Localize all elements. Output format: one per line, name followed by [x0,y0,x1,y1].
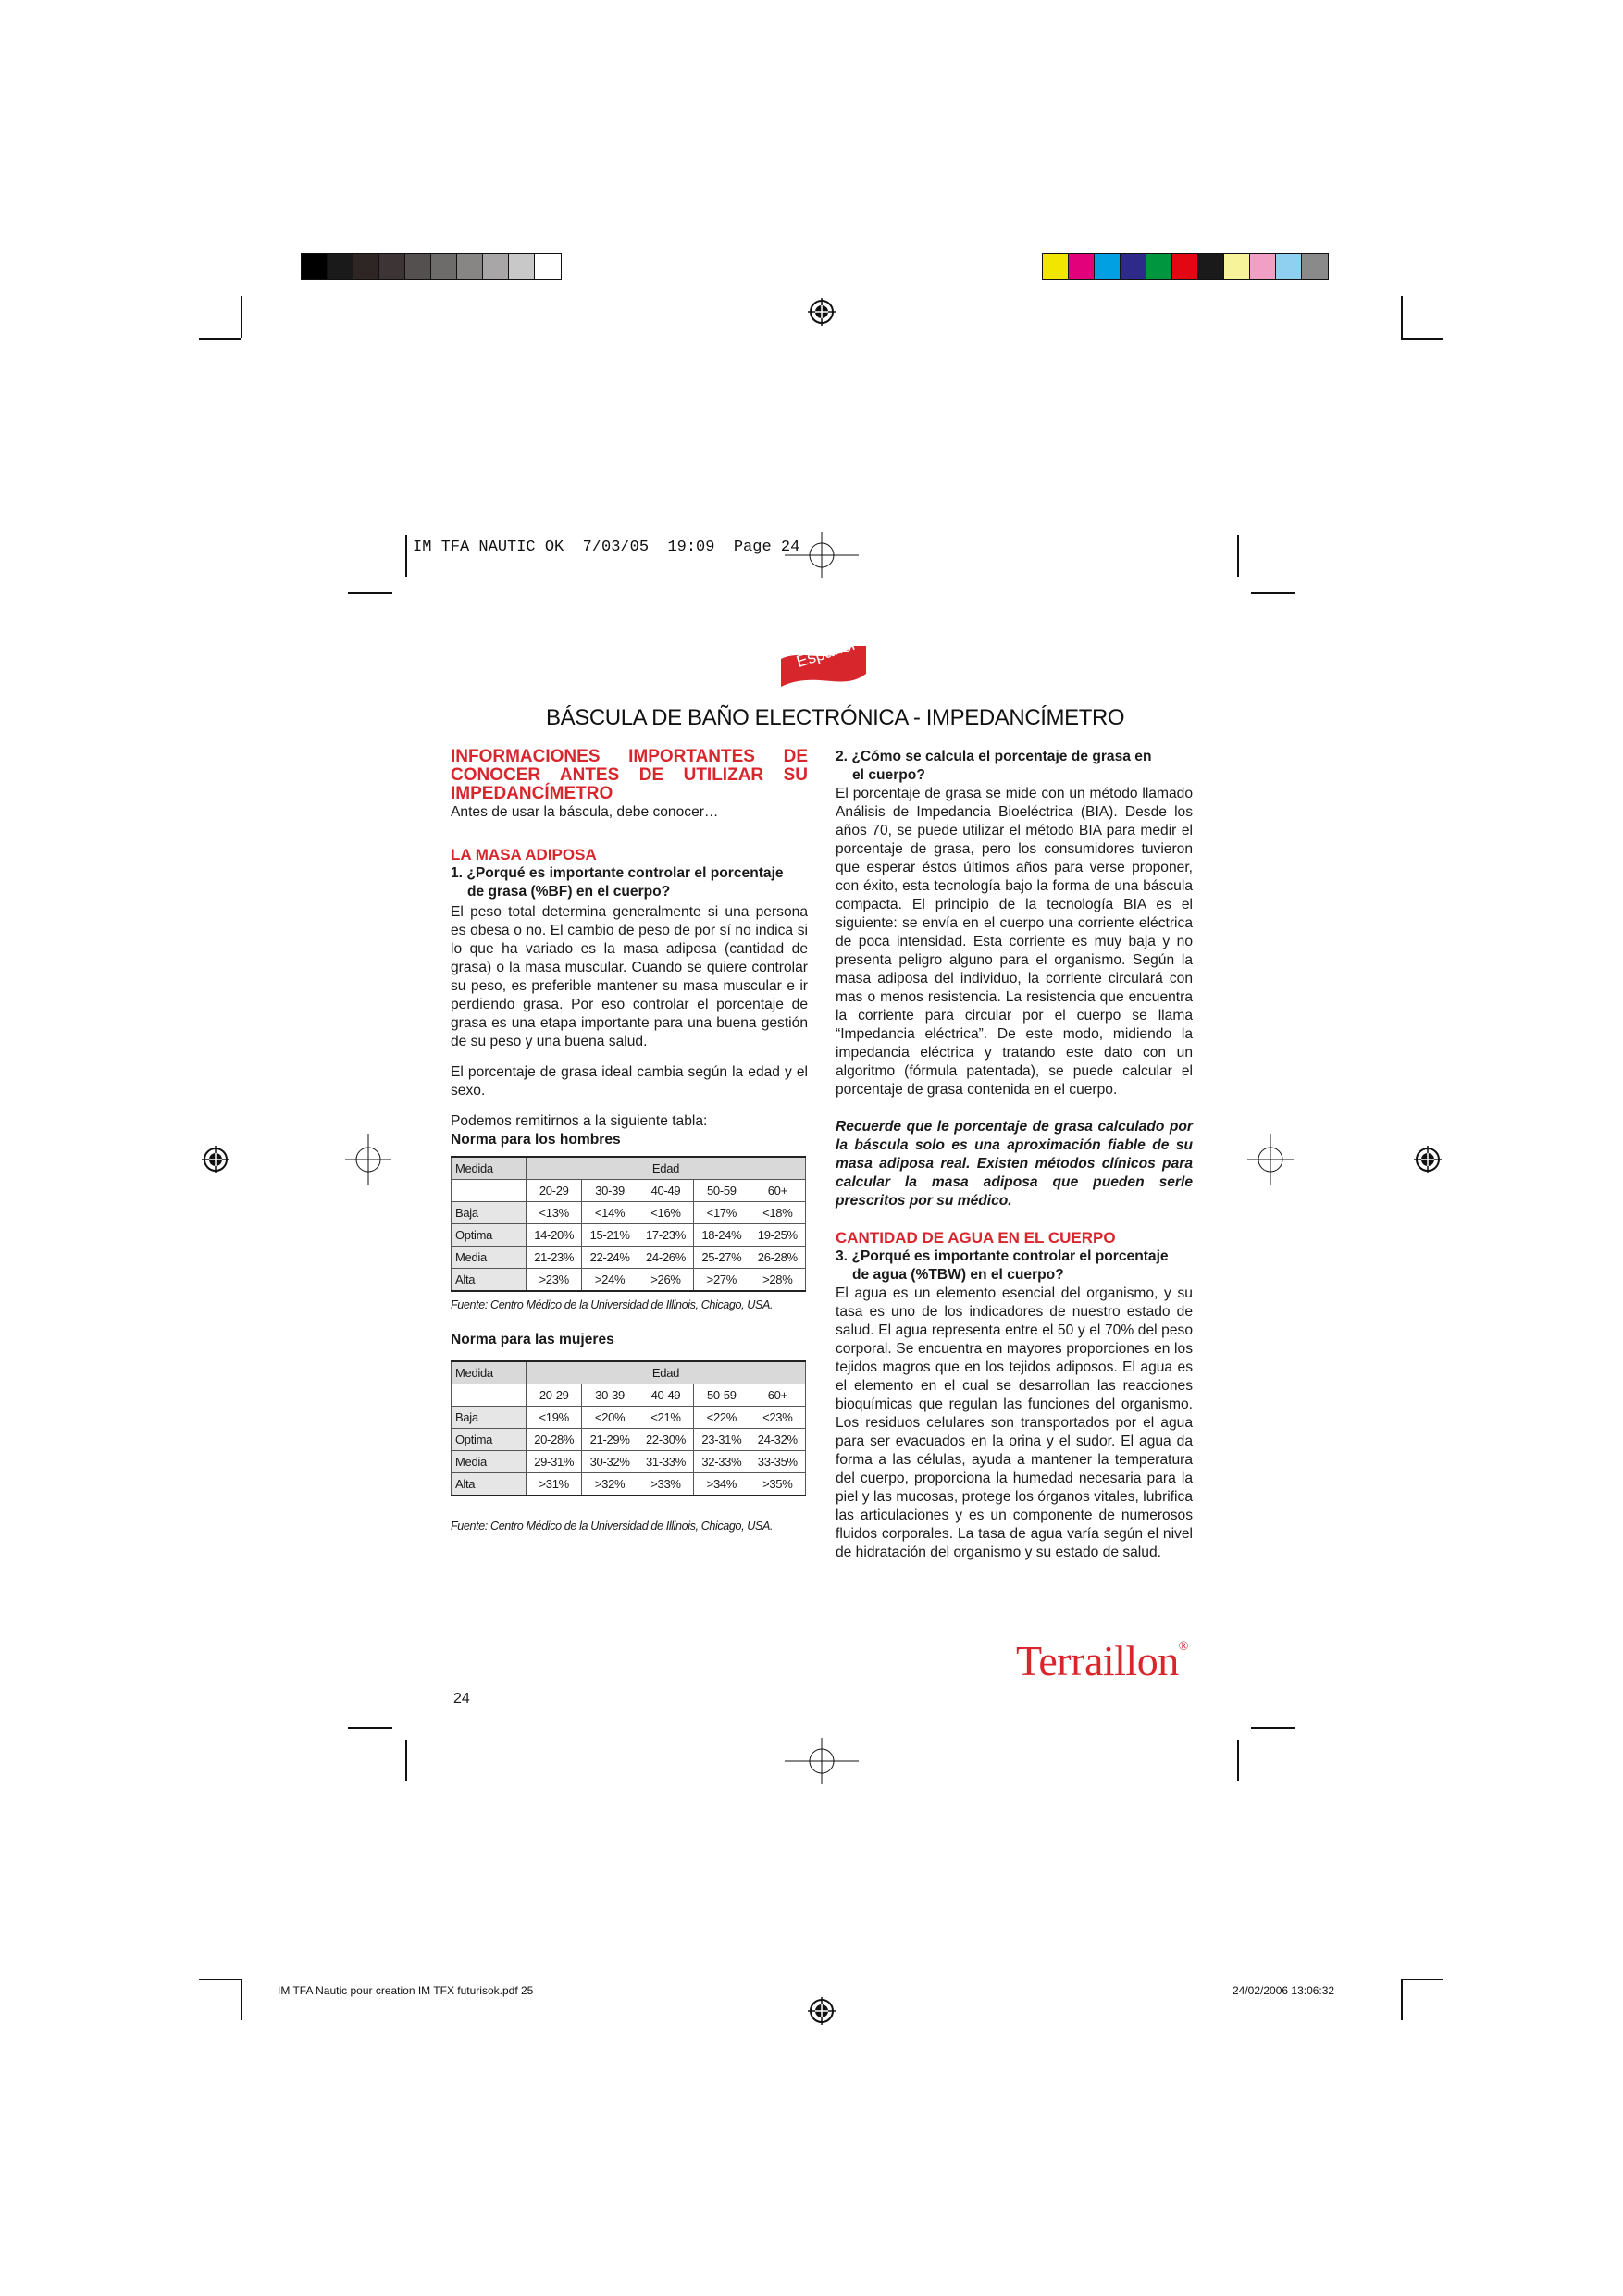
main-heading-line: CONOCER ANTES DE UTILIZAR SU [451,765,808,785]
age-group-cell: 20-29 [527,1384,582,1407]
table-source-men: Fuente: Centro Médico de la Universidad de Illinois, Chicago, USA. [451,1298,774,1311]
table-cell: 24-26% [638,1247,693,1269]
crop-mark [1251,592,1295,594]
intro-text: Antes de usar la báscula, debe conocer… [451,804,719,820]
table-cell: <23% [750,1407,805,1429]
empty-cell [452,1384,527,1407]
grayscale-color-bar [301,253,562,280]
table-cell: >33% [638,1473,693,1496]
table-cell: <16% [638,1202,693,1224]
color-swatch [353,254,379,279]
color-swatch [1250,254,1276,279]
crop-mark [1237,535,1239,577]
note-approximation: Recuerde que le porcentaje de grasa calculado por la báscula solo es una aproximación fiable de su masa adiposa real. Existen métodos clínicos para calcular la masa adiposa que pueden serle prescritos por su médico. [836,1119,1193,1209]
color-swatch [1095,254,1121,279]
print-slug: IM TFA NAUTIC OK 7/03/05 19:09 Page 24 [413,539,800,556]
question-2-line1: 2. ¿Cómo se calcula el porcentaje de grasa en [836,749,1152,764]
paragraph-water: El agua es un elemento esencial del organismo, y su tasa es uno de los indicadores de nuestro estado de salud. El agua representa entre el 50 y el 70% del peso corporal. Se encuentra en mayores proporciones en los tejidos magros que en los tejidos adiposos. El agua es el elemento en el cual se desarrollan las reacciones bioquímicas que regulan las funciones del organismo. Los residuos celulares son transportados por el agua para ser evacuados en la orina y el sudor. El agua da forma a las células, ayuda a mantener la temperatura del cuerpo, proporciona la humedad necesaria para la piel y las mucosas, protege los órganos vitales, lubrifica las articulaciones y es un componente de numerosos fluidos corporales. La tasa de agua varía según el nivel de hidratación del organismo y su estado de salud. [836,1285,1193,1560]
crop-mark [241,1979,242,2020]
table-cell: >23% [527,1269,582,1292]
age-group-cell: 20-29 [527,1180,582,1202]
age-group-cell: 30-39 [582,1180,638,1202]
women-fat-table [451,1360,806,1496]
paragraph-ideal-fat: El porcentaje de grasa ideal cambia según la edad y el sexo. [451,1064,808,1098]
table-cell: 19-25% [750,1224,805,1247]
age-header: Edad [527,1157,806,1180]
table-cell: 21-23% [527,1247,582,1269]
color-swatch [379,254,405,279]
footer-date: 24/02/2006 13:06:32 [1233,1984,1335,1997]
section-heading-water: CANTIDAD DE AGUA EN EL CUERPO [836,1229,1116,1247]
brand-name: Terraillon [1016,1637,1179,1684]
right-column [836,748,1193,1562]
question-3 [836,1247,1193,1285]
main-heading-line: INFORMACIONES IMPORTANTES DE [451,747,808,766]
age-group-cell: 40-49 [638,1384,693,1407]
table-cell: 22-30% [638,1429,693,1451]
crop-mark [405,535,407,577]
table-cell: <22% [694,1407,750,1429]
crop-mark [199,1979,241,1980]
row-label: Media [452,1451,527,1473]
row-label: Baja [452,1202,527,1224]
crop-mark [1237,1740,1239,1781]
table-cell: 15-21% [582,1224,638,1247]
measure-header: Medida [452,1157,527,1180]
crop-mark [1401,338,1443,340]
color-swatch [457,254,483,279]
table-cell: >27% [694,1269,750,1292]
row-label: Optima [452,1429,527,1451]
table-cell: >32% [582,1473,638,1496]
crop-mark [348,592,392,594]
color-swatch [328,254,353,279]
table-cell: 26-28% [750,1247,805,1269]
table-source-women: Fuente: Centro Médico de la Universidad de Illinois, Chicago, USA. [451,1520,774,1533]
question-1 [451,864,808,901]
measure-header: Medida [452,1361,527,1384]
table-cell: 22-24% [582,1247,638,1269]
table-row [452,1224,806,1247]
color-swatch [1043,254,1069,279]
table-row [452,1269,806,1292]
paragraph-table-ref: Podemos remitirnos a la siguiente tabla: [451,1113,708,1129]
footer-file-name: IM TFA Nautic pour creation IM TFX futurisok.pdf 25 [278,1984,534,1997]
table-cell: >24% [582,1269,638,1292]
color-swatch [431,254,457,279]
left-column [451,748,808,1535]
table-cell: <21% [638,1407,693,1429]
question-3-line2: de agua (%TBW) en el cuerpo? [852,1267,1064,1283]
terraillon-logo [1016,1636,1188,1685]
crop-mark [348,1727,392,1729]
flag-label: Español [794,634,858,672]
table-row [452,1429,806,1451]
row-label: Alta [452,1269,527,1292]
color-swatch [1302,254,1328,279]
table-cell: 29-31% [527,1451,582,1473]
table-cell: <14% [582,1202,638,1224]
color-swatch [535,254,561,279]
color-swatch [302,254,328,279]
table-row [452,1407,806,1429]
age-group-cell: 50-59 [694,1384,750,1407]
age-group-cell: 60+ [750,1180,805,1202]
table-cell: 20-28% [527,1429,582,1451]
table-cell: >26% [638,1269,693,1292]
crosshair-mark-right [1247,1134,1294,1185]
registration-mark-bottom [808,1997,836,2025]
age-header: Edad [527,1361,806,1384]
color-swatch [1224,254,1250,279]
crop-mark [1401,1979,1443,1980]
crop-mark [1401,296,1403,338]
table-cell: 33-35% [750,1451,805,1473]
row-label: Media [452,1247,527,1269]
age-group-cell: 40-49 [638,1180,693,1202]
table-cell: 25-27% [694,1247,750,1269]
registration-mark-top [808,298,836,326]
paragraph-fat-mass: El peso total determina generalmente si una persona es obesa o no. El cambio de peso de por sí no indica si lo que ha variado es la masa adiposa (cantidad de grasa) o la masa muscular. Cuando se quiere controlar su peso, es preferible mantener su masa muscular e ir perdiendo grasa. Por eso controlar el porcentaje de grasa es una etapa importante para una buena gestión de su peso y una buena salud. [451,904,808,1049]
paragraph-bia: El porcentaje de grasa se mide con un método llamado Análisis de Impedancia Bioeléctrica (BIA). Desde los años 70, se puede utilizar el método BIA para medir el porcentaje de grasa, pero los consumidores tuvieron que esperar éstos últimos años para verse proponer, con éxito, esta tecnología bajo la forma de una báscula compacta. El principio de la tecnología BIA es el siguiente: se envía en el cuerpo una corriente eléctrica de poca intensidad. Esta corriente es muy baja y no presenta peligro alguno para el organismo. Según la masa adiposa del individuo, la corriente circulará con mas o menos resistencia. La resistencia que encuentra la corriente para circular por el cuerpo se llama “Impedancia eléctrica”. De este modo, midiendo la impedancia eléctrica y tratando este dato con un algoritmo (fórmula patentada), se puede calcular el porcentaje de grasa contenida en el cuerpo. [836,786,1193,1098]
question-1-line2: de grasa (%BF) en el cuerpo? [467,884,671,900]
table-cell: >28% [750,1269,805,1292]
table-cell: <20% [582,1407,638,1429]
row-label: Alta [452,1473,527,1496]
crop-mark [405,1740,407,1781]
color-swatch [405,254,431,279]
table-cell: <13% [527,1202,582,1224]
age-group-cell: 50-59 [694,1180,750,1202]
crop-mark [1251,1727,1295,1729]
section-heading-fat-mass: LA MASA ADIPOSA [451,846,597,863]
table-cell: <18% [750,1202,805,1224]
color-swatch [483,254,509,279]
row-label: Optima [452,1224,527,1247]
question-2 [836,748,1193,785]
registration-mark-left [202,1146,229,1173]
table-cell: 18-24% [694,1224,750,1247]
crop-mark [241,296,242,338]
color-swatch [1172,254,1198,279]
men-table-label: Norma para los hombres [451,1132,621,1148]
registration-mark-right [1414,1146,1442,1173]
table-cell: 31-33% [638,1451,693,1473]
color-swatch [1198,254,1224,279]
women-table-label: Norma para las mujeres [451,1332,614,1347]
table-cell: 17-23% [638,1224,693,1247]
table-cell: >34% [694,1473,750,1496]
color-swatch [1276,254,1302,279]
table-cell: <17% [694,1202,750,1224]
main-heading-line: IMPEDANCÍMETRO [451,784,613,803]
men-fat-table [451,1156,806,1292]
age-group-cell: 30-39 [582,1384,638,1407]
language-flag [777,634,870,694]
color-swatch [1069,254,1095,279]
registered-mark: ® [1178,1640,1188,1654]
question-2-line2: el cuerpo? [852,767,925,783]
crosshair-mark-left [345,1134,391,1185]
color-swatch [1121,254,1146,279]
table-cell: <19% [527,1407,582,1429]
crop-mark [199,338,241,340]
color-swatch [1146,254,1172,279]
color-swatch [509,254,535,279]
table-row [452,1451,806,1473]
table-cell: >35% [750,1473,805,1496]
table-row [452,1202,806,1224]
table-cell: 21-29% [582,1429,638,1451]
table-row [452,1247,806,1269]
table-row [452,1473,806,1496]
question-1-line1: 1. ¿Porqué es importante controlar el porcentaje [451,865,784,881]
table-cell: 23-31% [694,1429,750,1451]
cmyk-color-bar [1042,253,1329,280]
row-label: Baja [452,1407,527,1429]
question-3-line1: 3. ¿Porqué es importante controlar el porcentaje [836,1248,1169,1264]
table-cell: 24-32% [750,1429,805,1451]
crop-mark [1401,1979,1403,2020]
table-cell: 32-33% [694,1451,750,1473]
page-number: 24 [453,1691,470,1706]
table-cell: 14-20% [527,1224,582,1247]
page-title: BÁSCULA DE BAÑO ELECTRÓNICA - IMPEDANCÍMETRO [546,705,1125,730]
table-cell: 30-32% [582,1451,638,1473]
empty-cell [452,1180,527,1202]
table-cell: >31% [527,1473,582,1496]
age-group-cell: 60+ [750,1384,805,1407]
crosshair-mark-bottom [785,1738,859,1784]
